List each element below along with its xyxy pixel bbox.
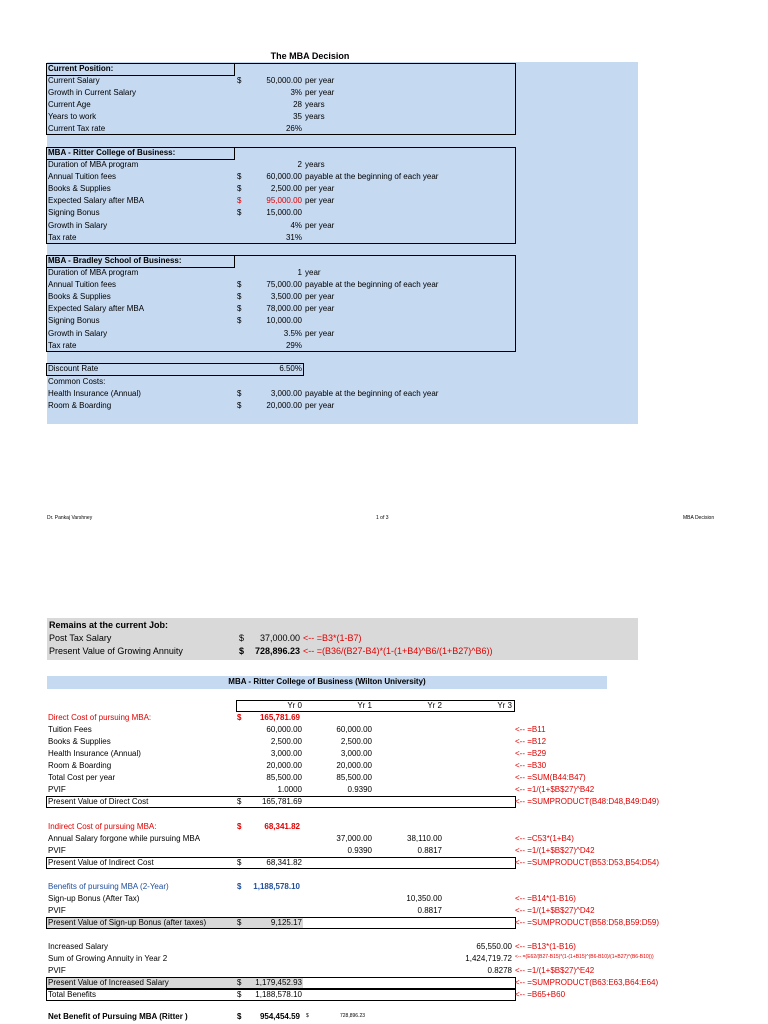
pv-row-value: 68,341.82 — [266, 858, 302, 867]
formula-note: <-- =B12 — [515, 737, 547, 746]
input-row-value: 60,000.00 — [266, 172, 302, 182]
net-benefit-value: 954,454.59 — [259, 1012, 300, 1021]
input-row-value: 3,000.00 — [270, 389, 302, 398]
currency-symbol: $ — [237, 208, 242, 218]
input-row-value: 35 — [293, 112, 302, 122]
input-row-note: per year — [305, 401, 335, 411]
table-cell: 85,500.00 — [266, 773, 302, 782]
input-row-value: 28 — [293, 100, 302, 110]
currency-symbol: $ — [237, 990, 242, 999]
input-row-label: Health Insurance (Annual) — [48, 389, 141, 398]
footer-doc-name: MBA Decision — [683, 515, 715, 521]
pv-row-label: Present Value of Increased Salary — [48, 978, 169, 987]
formula-note: <-- =B13*(1-B16) — [515, 942, 576, 951]
input-row-label: Growth in Salary — [48, 220, 108, 230]
input-row-label: Current Salary — [48, 76, 100, 85]
formula-note: <-- =SUMPRODUCT(B53:D53,B54:D54) — [515, 858, 660, 867]
input-row-label: Signing Bonus — [48, 316, 100, 326]
currency-symbol: $ — [237, 292, 242, 302]
table-cell: 1.0000 — [277, 785, 302, 794]
input-row-note: per year — [305, 196, 335, 206]
input-row-label: Room & Boarding — [48, 401, 112, 411]
formula-note: <-- =SUMPRODUCT(B48:D48,B49:D49) — [515, 797, 660, 806]
table-cell: 37,000.00 — [336, 834, 372, 843]
input-row-value: 20,000.00 — [266, 401, 302, 411]
currency-symbol: $ — [237, 978, 242, 987]
formula-note: <-- =B29 — [515, 749, 547, 758]
currency-symbol: $ — [237, 304, 242, 314]
input-row-label: Annual Tuition fees — [48, 280, 117, 290]
input-row-value: 3,500.00 — [270, 292, 302, 302]
table-row-label: Sign-up Bonus (After Tax) — [48, 894, 140, 903]
input-row-label: Current Tax rate — [48, 124, 106, 134]
formula-note: <-- =1/(1+$B$27)^E42 — [515, 966, 595, 975]
section-total: 1,188,578.10 — [253, 882, 300, 891]
input-row-value: 3.5% — [283, 328, 302, 338]
table-cell: 2,500.00 — [340, 737, 372, 746]
input-row-value: 78,000.00 — [266, 304, 302, 314]
table-cell: 1,424,719.72 — [465, 954, 512, 963]
current-job-value: 728,896.23 — [254, 646, 300, 656]
currency-symbol: $ — [237, 797, 242, 806]
formula-note: <-- =(E62/(B27-B15)*(1-(1+B15)^(B6-B10)/(1+B27)^(B6-B10))) — [515, 954, 654, 960]
input-row-note: per year — [305, 304, 335, 314]
table-row-label: Sum of Growing Annuity in Year 2 — [48, 954, 168, 963]
input-row-label: Signing Bonus — [48, 208, 100, 218]
input-row-value: 31% — [285, 232, 302, 242]
currency-symbol: $ — [237, 822, 242, 831]
currency-symbol: $ — [237, 858, 242, 867]
year-header: Yr 2 — [427, 701, 442, 710]
table-row-label: PVIF — [48, 785, 66, 794]
input-row-label: Annual Tuition fees — [48, 172, 117, 182]
table-cell: 60,000.00 — [336, 725, 372, 734]
input-row-value: 75,000.00 — [266, 280, 302, 290]
table-row-label: PVIF — [48, 906, 66, 915]
pv-row-label: Present Value of Indirect Cost — [48, 858, 154, 867]
input-row-value: 4% — [290, 220, 302, 230]
currency-symbol: $ — [237, 196, 242, 206]
input-row-value: 2,500.00 — [270, 184, 302, 194]
input-row-value: 1 — [297, 268, 302, 277]
currency-symbol: $ — [237, 184, 242, 194]
table-row-label: Books & Supplies — [48, 737, 111, 746]
table-cell: 3,000.00 — [340, 749, 372, 758]
discount-rate-value: 6.50% — [279, 364, 302, 373]
year-header: Yr 1 — [357, 701, 372, 710]
input-row-label: Tax rate — [48, 340, 77, 350]
input-row-note: per year — [305, 328, 335, 338]
table-cell: 2,500.00 — [270, 737, 302, 746]
currency-symbol: $ — [237, 280, 242, 290]
formula-note: <-- =1/(1+$B$27)^D42 — [515, 906, 595, 915]
section-header: Indirect Cost of pursuing MBA: — [48, 822, 157, 831]
currency-symbol: $ — [239, 646, 245, 656]
input-row-value: 2 — [297, 160, 302, 169]
input-row-label: Growth in Current Salary — [48, 88, 137, 98]
input-row-value: 50,000.00 — [266, 76, 302, 85]
formula-note: <-- =B30 — [515, 761, 547, 770]
currency-symbol: $ — [237, 172, 242, 182]
currency-symbol: $ — [237, 713, 242, 722]
table-row-label: PVIF — [48, 966, 66, 975]
input-row-note: payable at the beginning of each year — [305, 389, 439, 398]
currency-symbol: $ — [237, 316, 242, 326]
section-total: 68,341.82 — [264, 822, 300, 831]
current-job-label: Present Value of Growing Annuity — [49, 646, 183, 656]
table-cell: 60,000.00 — [266, 725, 302, 734]
pv-row-label: Present Value of Sign-up Bonus (after taxes) — [48, 918, 207, 927]
input-row-value: 29% — [285, 340, 302, 350]
table-row-label: PVIF — [48, 846, 66, 855]
table-row-label: Annual Salary forgone while pursuing MBA — [48, 834, 201, 843]
formula-note: <-- =C53*(1+B4) — [515, 834, 574, 843]
currency-symbol: $ — [237, 401, 242, 411]
current-job-header: Remains at the current Job: — [49, 620, 169, 630]
table-cell: 20,000.00 — [266, 761, 302, 770]
current-job-formula: <-- =B3*(1-B7) — [303, 633, 362, 643]
table-cell: 10,350.00 — [406, 894, 442, 903]
input-row-label: Duration of MBA program — [48, 160, 139, 169]
table-cell: 0.9390 — [347, 785, 372, 794]
formula-note: <-- =SUM(B44:B47) — [515, 773, 586, 782]
input-row-note: per year — [305, 220, 335, 230]
table-cell: 85,500.00 — [336, 773, 372, 782]
currency-symbol: $ — [306, 1013, 309, 1019]
input-row-note: per year — [305, 292, 335, 302]
current-position-header: Current Position: — [48, 64, 114, 73]
current-job-value: 37,000.00 — [259, 633, 300, 643]
table-cell: 38,110.00 — [407, 834, 442, 843]
input-row-note: year — [305, 268, 321, 277]
formula-note: <-- =SUMPRODUCT(B58:D58,B59:D59) — [515, 918, 660, 927]
section-header: Benefits of pursuing MBA (2-Year) — [48, 882, 169, 891]
formula-note: <-- =B14*(1-B16) — [515, 894, 576, 903]
input-row-label: Tax rate — [48, 232, 77, 242]
pv-row-value: 165,781.69 — [261, 797, 302, 806]
input-row-note: years — [305, 112, 325, 122]
net-benefit-label: Net Benefit of Pursuing MBA (Ritter ) — [48, 1012, 188, 1021]
table-cell: 0.8817 — [417, 906, 442, 915]
section-header: Direct Cost of pursuing MBA: — [48, 713, 152, 722]
currency-symbol: $ — [237, 882, 242, 891]
table-cell: 0.8817 — [417, 846, 442, 855]
currency-symbol: $ — [237, 76, 242, 85]
formula-note: <-- =1/(1+$B$27)^D42 — [515, 846, 595, 855]
input-row-note: payable at the beginning of each year — [305, 172, 439, 182]
ritter-header: MBA - Ritter College of Business: — [48, 148, 176, 157]
footer-author: Dr. Pankaj Varshney — [47, 515, 93, 521]
input-row-value: 15,000.00 — [266, 208, 302, 218]
year-header: Yr 0 — [287, 701, 302, 710]
page-title: The MBA Decision — [270, 51, 350, 61]
table-cell: 0.9390 — [347, 846, 372, 855]
currency-symbol: $ — [239, 633, 245, 643]
input-row-note: years — [305, 100, 325, 110]
bradley-header: MBA - Bradley School of Business: — [48, 256, 182, 265]
table-row-label: Total Cost per year — [48, 773, 116, 782]
pv-row-value: 9,125.17 — [270, 918, 302, 927]
current-job-pv-reference: 728,896.23 — [340, 1013, 366, 1019]
input-row-note: per year — [305, 88, 335, 98]
year-header: Yr 3 — [497, 701, 512, 710]
input-row-label: Expected Salary after MBA — [48, 304, 145, 314]
input-row-label: Growth in Salary — [48, 328, 108, 338]
input-row-note: payable at the beginning of each year — [305, 280, 439, 290]
formula-note: <-- =SUMPRODUCT(B63:E63,B64:E64) — [515, 978, 659, 987]
currency-symbol: $ — [237, 1012, 242, 1021]
input-row-note: per year — [305, 184, 335, 194]
pv-row-label: Total Benefits — [48, 990, 97, 999]
table-row-label: Tuition Fees — [48, 725, 92, 734]
common-costs-header: Common Costs: — [48, 377, 106, 386]
ritter-table-title: MBA - Ritter College of Business (Wilton University) — [228, 677, 426, 686]
input-row-value: 10,000.00 — [266, 316, 302, 326]
input-row-value: 26% — [285, 124, 302, 134]
currency-symbol: $ — [237, 389, 242, 398]
pv-row-label: Present Value of Direct Cost — [48, 797, 149, 806]
current-job-formula: <-- =(B36/(B27-B4)*(1-(1+B4)^B6/(1+B27)^B6)) — [303, 646, 493, 656]
table-cell: 20,000.00 — [336, 761, 372, 770]
input-row-value: 95,000.00 — [266, 196, 302, 206]
input-row-label: Duration of MBA program — [48, 268, 139, 277]
current-job-label: Post Tax Salary — [49, 633, 112, 643]
input-row-note: years — [305, 160, 325, 169]
input-row-note: per year — [305, 76, 335, 85]
table-cell: 3,000.00 — [270, 749, 302, 758]
formula-note: <-- =B11 — [515, 725, 546, 734]
formula-note: <-- =B65+B60 — [515, 990, 566, 999]
formula-note: <-- =1/(1+$B$27)^B42 — [515, 785, 595, 794]
pv-row-value: 1,179,452.93 — [255, 978, 302, 987]
input-row-label: Current Age — [48, 100, 91, 110]
footer-page-number: 1 of 3 — [376, 515, 389, 521]
table-cell: 0.8278 — [487, 966, 512, 975]
section-total: 165,781.69 — [259, 713, 300, 722]
table-row-label: Room & Boarding — [48, 761, 112, 770]
input-row-label: Books & Supplies — [48, 184, 111, 194]
input-row-label: Years to work — [48, 112, 97, 122]
currency-symbol: $ — [237, 918, 242, 927]
table-row-label: Increased Salary — [48, 942, 109, 951]
pv-row-value: 1,188,578.10 — [255, 990, 302, 999]
input-row-label: Books & Supplies — [48, 292, 111, 302]
table-cell: 65,550.00 — [476, 942, 512, 951]
discount-rate-label: Discount Rate — [48, 364, 99, 373]
table-row-label: Health Insurance (Annual) — [48, 749, 141, 758]
input-row-value: 3% — [290, 88, 302, 98]
input-row-label: Expected Salary after MBA — [48, 196, 145, 206]
